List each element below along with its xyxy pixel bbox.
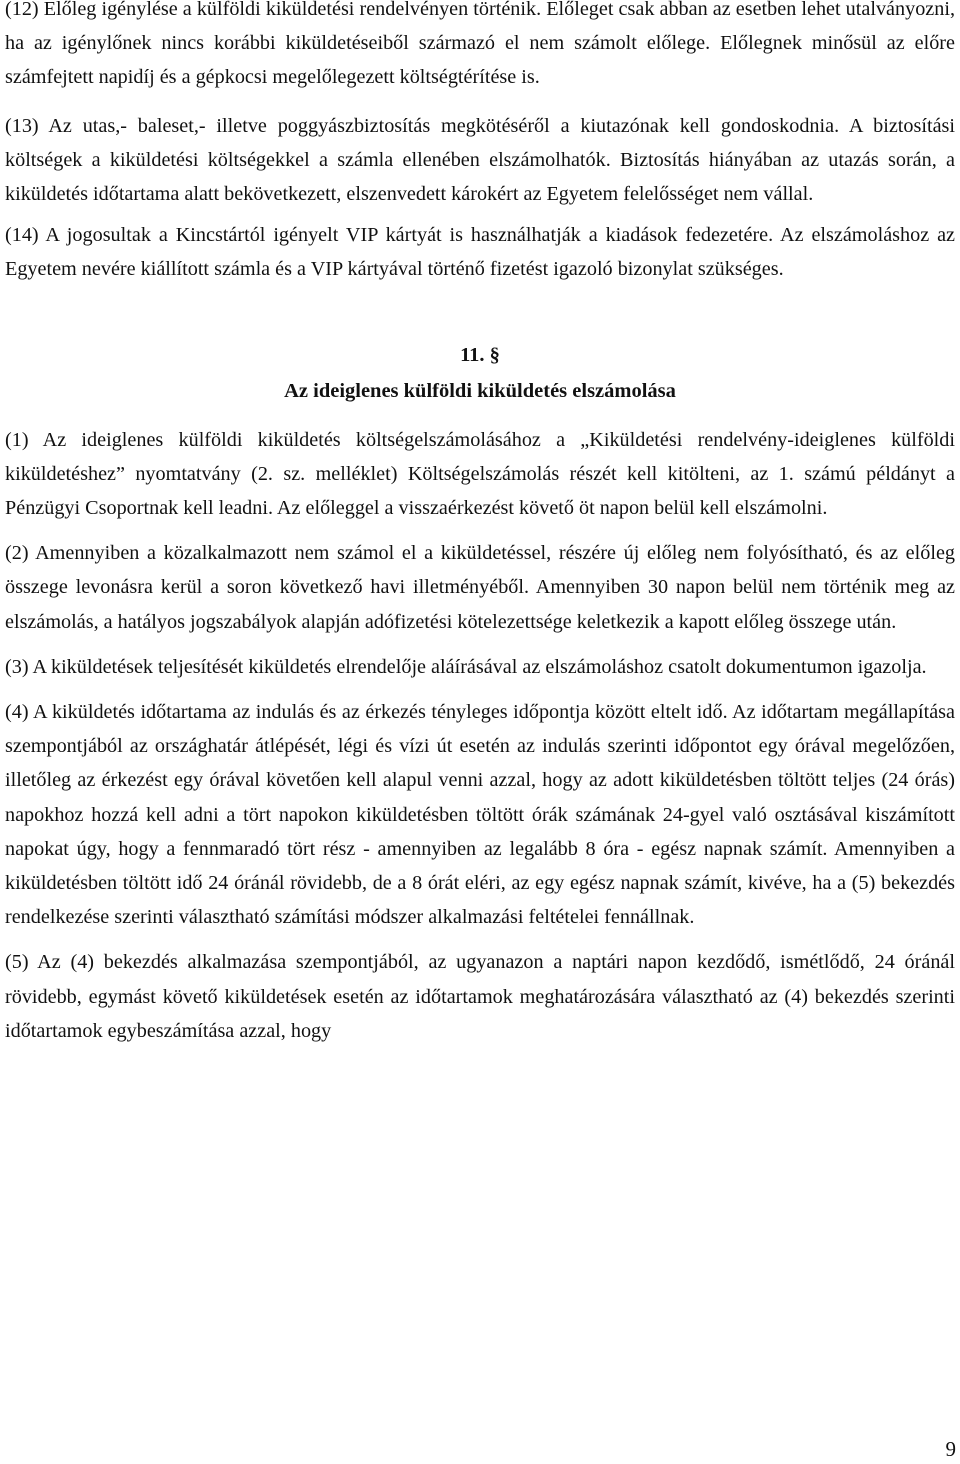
section-paragraph-5: (5) Az (4) bekezdés alkalmazása szempontjából, az ugyanazon a naptári napon kezdődő, ismétlődő, 24 óránál rövidebb, egymást követő kiküldetések esetén az időtartamok meghatározására választható az (4) bekezdés szerinti időtartamok egybeszámítása azzal, hogy xyxy=(5,951,955,1042)
section-paragraph-3: (3) A kiküldetések teljesítését kiküldetés elrendelője aláírásával az elszámoláshoz csatolt dokumentumon igazolja. xyxy=(5,655,927,678)
section-title: Az ideiglenes külföldi kiküldetés elszámolása xyxy=(284,379,676,402)
section-number: 11. § xyxy=(460,343,500,366)
section-paragraph-4: (4) A kiküldetés időtartama az indulás és az érkezés tényleges időpontja között eltelt idő. Az időtartam megállapítása szempontjából az országhatár átlépését, légi és vízi út esetén az indulás szerinti időpontot egy órával megelőzően, illetőleg az érkezést egy órával követően kell alapul venni azzal, hogy az adott kiküldetésben töltött teljes (24 órás) napokhoz hozzá kell adni a tört napokon kiküldetésben töltött órák számának 24-gyel való osztásával kiszámított napokat úgy, hogy a fennmaradó tört rész - amennyiben az legalább 8 óra - egész napnak számít. Amennyiben a kiküldetésben töltött idő 24 óránál rövidebb, de a 8 órát eléri, az egy egész napnak számít, kivéve, ha a (5) bekezdés rendelkezése szerinti választható számítási módszer alkalmazási feltételei fennállnak. xyxy=(5,701,955,929)
section-paragraph-2: (2) Amennyiben a közalkalmazott nem számol el a kiküldetéssel, részére új előleg nem folyósítható, és az előleg összege levonásra kerül a soron következő havi illetményéből. Amennyiben 30 napon belül nem történik meg az elszámolás, a hatályos jogszabályok alapján adófizetési kötelezettsége keletkezik a kapott előleg összege után. xyxy=(5,542,955,633)
paragraph-14: (14) A jogosultak a Kincstártól igényelt VIP kártyát is használhatják a kiadások fedezetére. Az elszámoláshoz az Egyetem nevére kiállított számla és a VIP kártyával történő fizetést igazoló bizonylat szükséges. xyxy=(5,224,955,281)
page-number: 9 xyxy=(945,1437,956,1461)
section-paragraph-1: (1) Az ideiglenes külföldi kiküldetés költségelszámolásához a „Kiküldetési rendelvény-ideiglenes külföldi kiküldetéshez” nyomtatvány (2. sz. melléklet) Költségelszámolás részét kell kitölteni, az 1. számú példányt a Pénzügyi Csoportnak kell leadni. Az előleggel a visszaérkezést követő öt napon belül kell elszámolni. xyxy=(5,428,955,520)
paragraph-12: (12) Előleg igénylése a külföldi kiküldetési rendelvényen történik. Előleget csak abban az esetben lehet utalványozni, ha az igénylőnek nincs korábbi kiküldetéseiből származó el nem számolt előlege. Előlegnek minősül az előre számfejtett napidíj és a gépkocsi megelőlegezett költségtérítése is. xyxy=(5,0,955,89)
document-page xyxy=(5,0,955,1048)
paragraph-13: (13) Az utas,- baleset,- illetve poggyászbiztosítás megkötéséről a kiutazónak kell gondoskodnia. A biztosítási költségek a kiküldetési költségekkel a számla ellenében elszámolhatók. Biztosítás hiányában az utazás során, a kiküldetés időtartama alatt bekövetkezett, elszenvedett károkért az Egyetem felelősséget nem vállal. xyxy=(5,114,955,206)
section-heading xyxy=(5,337,955,409)
